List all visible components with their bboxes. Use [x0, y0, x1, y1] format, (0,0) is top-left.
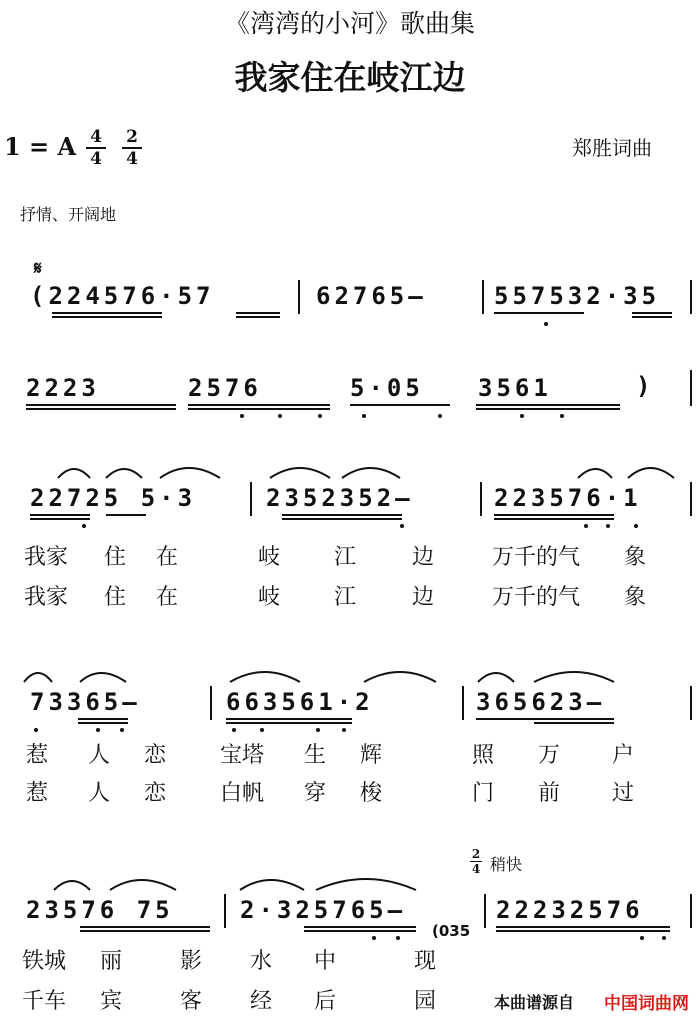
lyric-r5-1-1: 铁城 [22, 949, 67, 974]
lyric-r3-1-1: 我家 [24, 545, 69, 570]
lyric-r4-1-1: 惹 [26, 743, 49, 768]
tempo-change-text: 稍快 [490, 855, 523, 874]
measure-r1-1: (224576·57 [30, 282, 215, 310]
lyric-r4-2-4: 白帆 [220, 781, 265, 806]
lyric-r3-1-4: 岐 [258, 545, 281, 570]
tempo-change-denominator: 4 [471, 862, 481, 876]
lyric-r4-2-3: 恋 [144, 781, 167, 806]
lyric-r3-1-7: 万千的气 [492, 545, 581, 570]
time-signature-1-numerator: 4 [90, 127, 102, 147]
time-signature-2 [122, 128, 142, 168]
measure-r5-2: 2·325765– [240, 896, 407, 924]
measure-r4-3: 365623– [476, 688, 606, 716]
lyric-r4-1-9: 户 [612, 743, 635, 768]
lyric-r5-2-4: 经 [250, 989, 273, 1014]
tempo-marking: 抒情、开阔地 [20, 205, 117, 224]
measure-r5-1: 23576 75 [26, 896, 174, 924]
lyric-r4-1-5: 生 [304, 743, 327, 768]
lyric-r5-1-2: 丽 [100, 949, 123, 974]
slur-marks-r4 [0, 660, 700, 690]
lyric-r5-2-1: 千车 [22, 989, 67, 1014]
lyric-r3-2-1: 我家 [24, 585, 69, 610]
measure-r3-1: 22725 5·3 [30, 484, 197, 512]
lyric-r3-1-5: 江 [334, 545, 357, 570]
lyric-r3-2-8: 象 [624, 585, 647, 610]
author-credit: 郑胜词曲 [572, 136, 652, 160]
lyric-r4-2-2: 人 [88, 781, 111, 806]
lyric-r5-1-3: 影 [180, 949, 203, 974]
song-title: 我家住在岐江边 [234, 58, 466, 97]
measure-r4-1: 73365– [30, 688, 141, 716]
lyric-r4-2-7: 门 [472, 781, 495, 806]
time-signature-2-denominator: 4 [126, 149, 138, 169]
lyric-r4-2-5: 穿 [304, 781, 327, 806]
lyric-r5-2-2: 宾 [100, 989, 123, 1014]
lyric-r4-1-4: 宝塔 [220, 743, 265, 768]
segno-sign: 𝄋 [34, 258, 42, 279]
measure-r2-1: 2223 [26, 374, 100, 402]
lyric-r4-1-7: 照 [472, 743, 495, 768]
lyric-r4-1-6: 辉 [360, 743, 383, 768]
measure-r3-3: 223576·1 [494, 484, 642, 512]
lyric-r3-2-5: 江 [334, 585, 357, 610]
lyric-r4-2-1: 惹 [26, 781, 49, 806]
pickup-notes: (035 [432, 922, 471, 940]
lyric-r4-1-3: 恋 [144, 743, 167, 768]
lyric-r3-2-2: 住 [104, 585, 127, 610]
key-signature: 1 = A [4, 132, 77, 161]
time-signature-1-denominator: 4 [90, 149, 102, 169]
source-site-link[interactable]: 中国词曲网 [604, 994, 689, 1014]
collection-title: 《湾湾的小河》歌曲集 [224, 9, 475, 38]
lyric-r4-2-9: 过 [612, 781, 635, 806]
lyric-r5-2-6: 园 [414, 989, 437, 1014]
slur-marks-r5 [0, 868, 700, 898]
lyric-r3-1-2: 住 [104, 545, 127, 570]
lyric-r5-2-5: 后 [314, 989, 337, 1014]
measure-r2-4: 3561 [478, 374, 552, 402]
lyric-r5-1-6: 现 [414, 949, 437, 974]
lyric-r4-2-8: 前 [538, 781, 561, 806]
measure-r2-2: 2576 [188, 374, 262, 402]
lyric-r3-2-3: 在 [156, 585, 179, 610]
lyric-r4-1-2: 人 [88, 743, 111, 768]
source-label: 本曲谱源自 [494, 993, 575, 1012]
measure-r1-3: 557532·35 [494, 282, 661, 310]
lyric-r3-1-6: 边 [412, 545, 435, 570]
lyric-r3-2-4: 岐 [258, 585, 281, 610]
lyric-r3-1-3: 在 [156, 545, 179, 570]
measure-r4-2: 663561·2 [226, 688, 374, 716]
time-signature-1 [86, 128, 106, 168]
measure-r3-2: 2352352– [266, 484, 414, 512]
lyric-r5-1-5: 中 [314, 949, 337, 974]
lyric-r3-2-6: 边 [412, 585, 435, 610]
measure-r5-3: 22232576 [496, 896, 644, 924]
measure-r2-paren: ) [636, 372, 655, 400]
time-signature-2-numerator: 2 [126, 127, 138, 147]
lyric-r3-1-8: 象 [624, 545, 647, 570]
lyric-r4-1-8: 万 [538, 743, 561, 768]
measure-r2-3: 5·05 [350, 374, 424, 402]
lyric-r5-2-3: 客 [180, 989, 203, 1014]
tempo-change-numerator: 2 [471, 847, 481, 861]
slur-marks-r3 [0, 456, 700, 486]
lyric-r4-2-6: 梭 [360, 781, 383, 806]
lyric-r3-2-7: 万千的气 [492, 585, 581, 610]
measure-r1-2: 62765– [316, 282, 427, 310]
lyric-r5-1-4: 水 [250, 949, 273, 974]
